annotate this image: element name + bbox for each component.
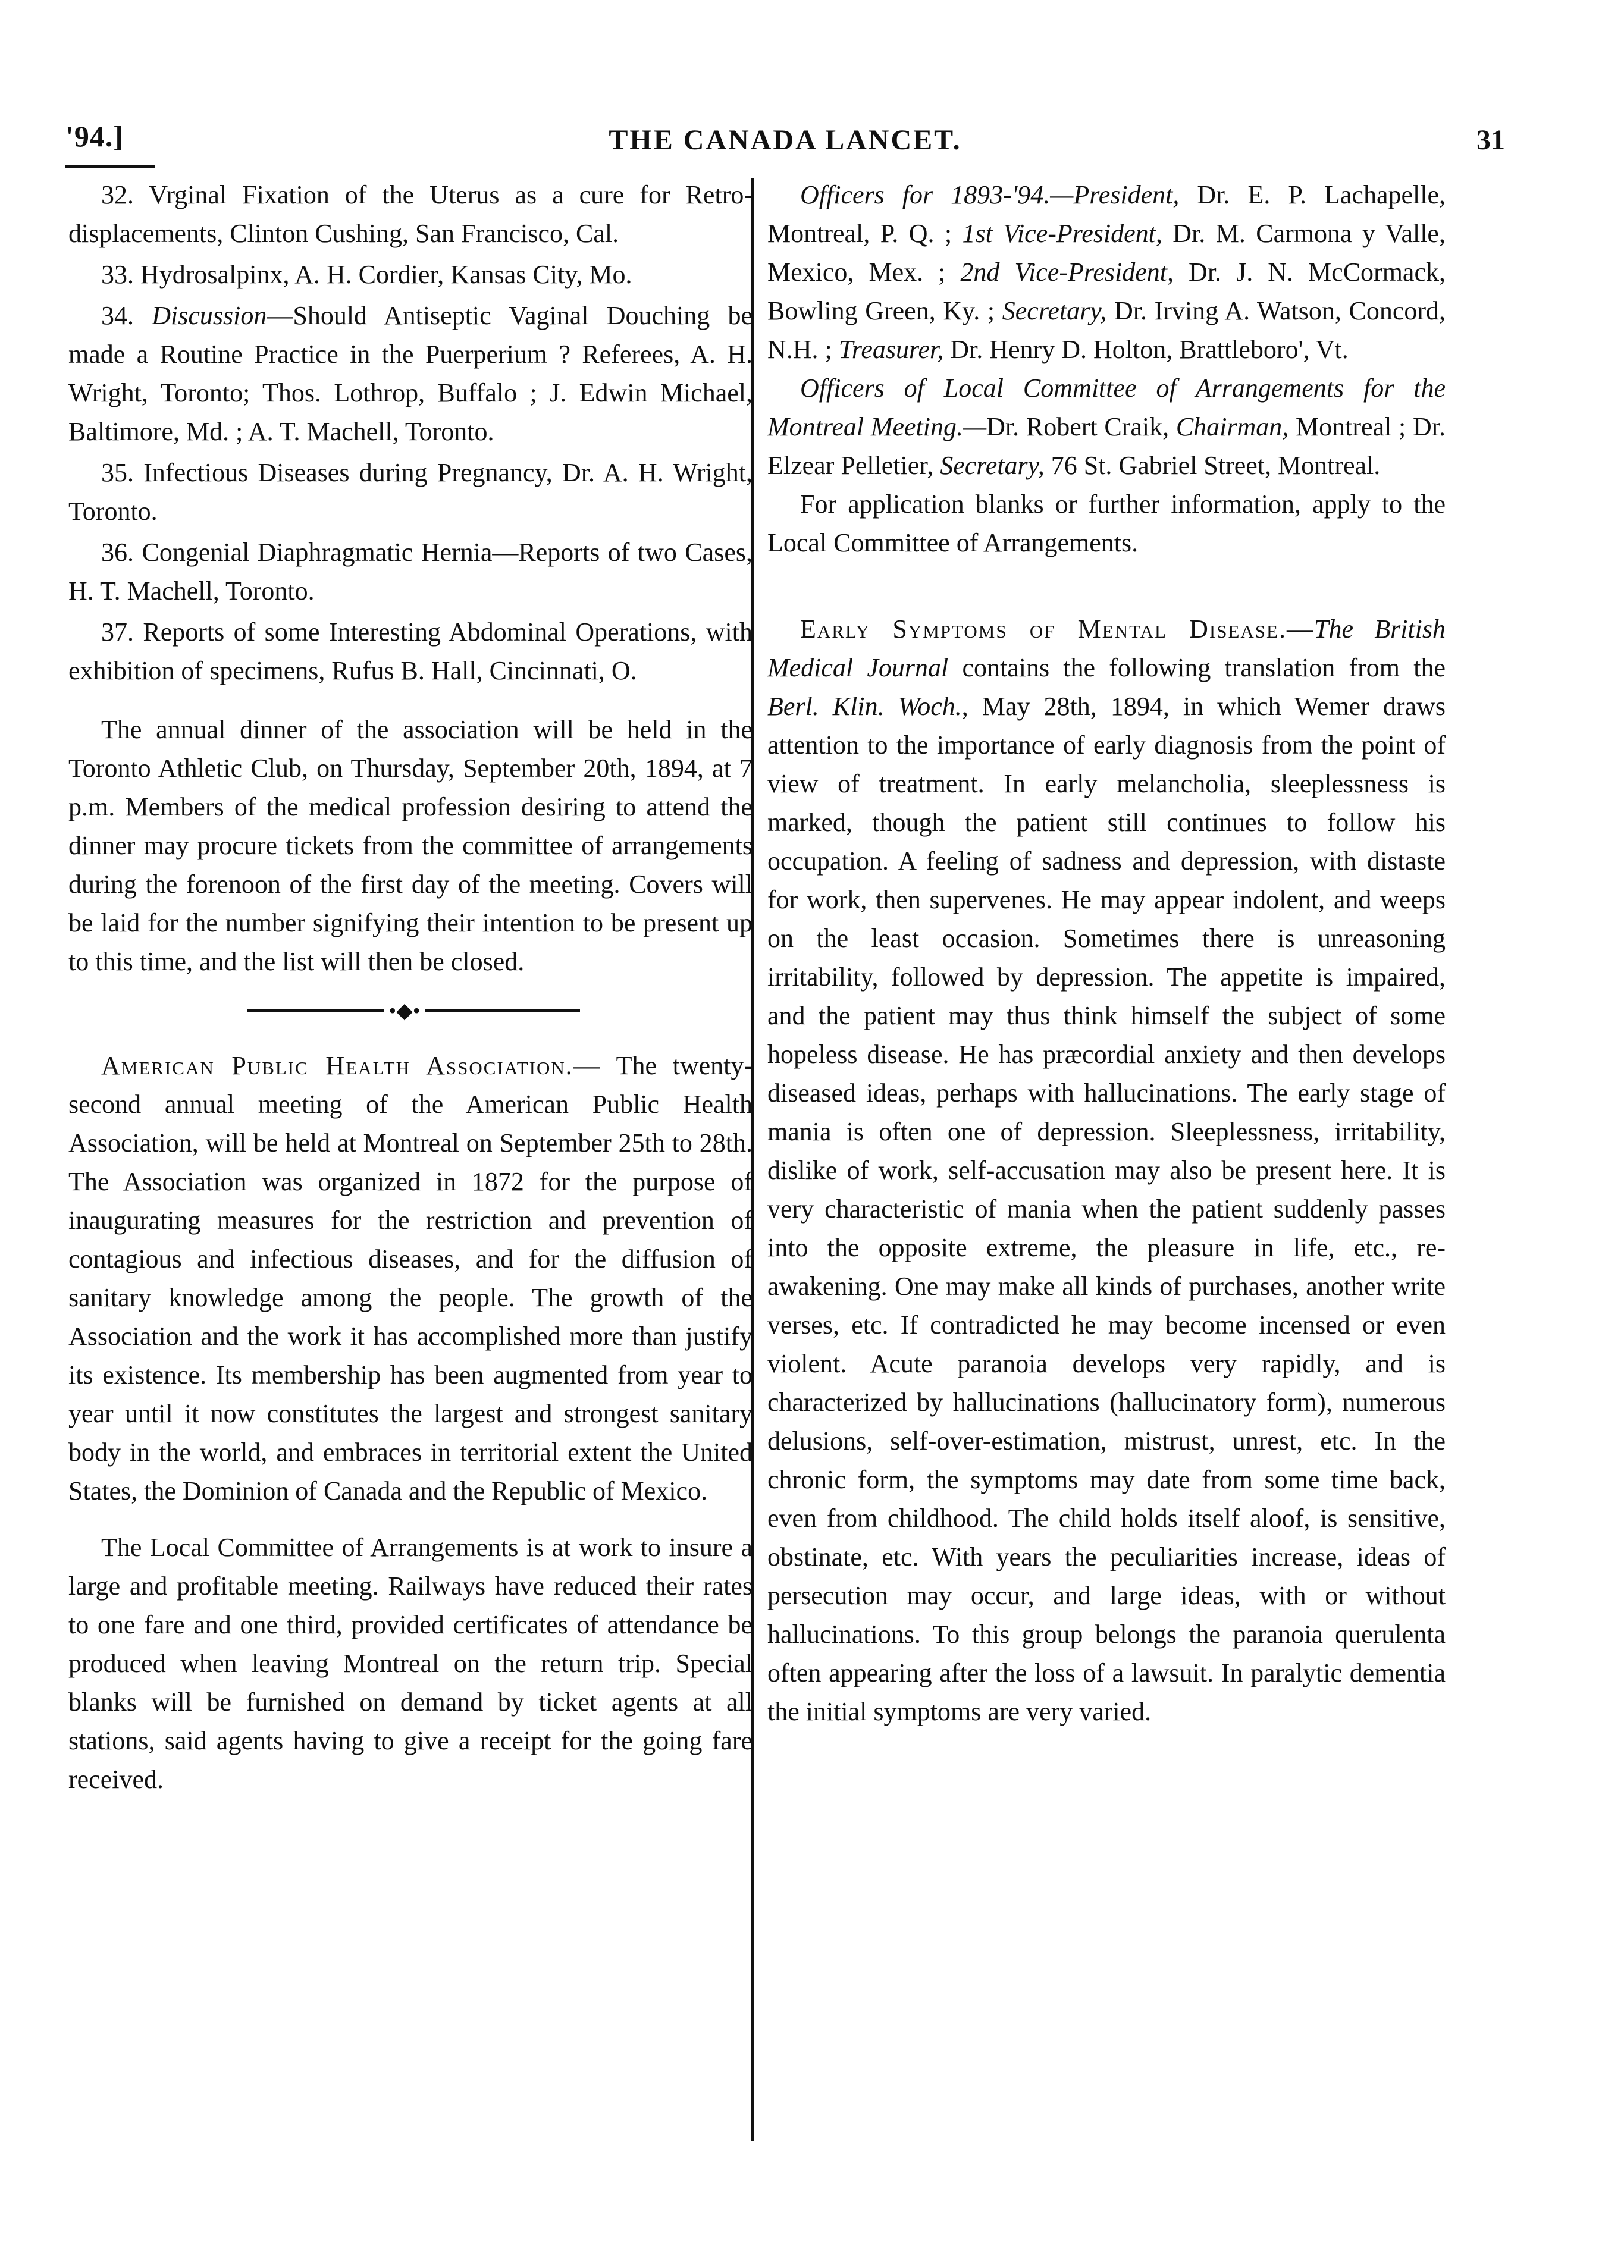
president: Dr. E. P. Lachapelle, Montreal, P. Q. ;	[767, 180, 1446, 248]
item-34-dash: —	[267, 301, 293, 330]
vp2: Dr. J. N. McCormack, Bowling Green, Ky. ;	[767, 258, 1446, 325]
item-34-number: 34.	[101, 301, 152, 330]
local-committee-label: Officers of Local Committee of Arrangements for the Montreal Meeting.—	[767, 374, 1446, 441]
officers-paragraph	[767, 175, 1446, 369]
treasurer: Dr. Henry D. Holton, Brattleboro', Vt.	[943, 335, 1349, 364]
program-item-34	[68, 296, 753, 451]
item-34-text: Should Antiseptic Vaginal Douching be made a Routine Practice in the Puerperium ? Referees, A. H. Wright, Toronto; Thos. Lothrop, Buffalo ; J. Edwin Michael, Baltimore, Md. ; A. T. Machell, Toronto.	[68, 301, 753, 446]
vp1: Dr. M. Carmona y Valle, Mexico, Mex. ;	[767, 219, 1446, 287]
program-item-36: 36. Congenial Diaphragmatic Hernia—Reports of two Cases, H. T. Machell, Toronto.	[68, 538, 753, 606]
running-header	[65, 119, 1505, 172]
mental-text-2: , May 28th, 1894, in which Wemer draws attention to the importance of early diagnosis from the point of view of treatment. In early melancholia, sleeplessness is marked, though the patient still continues to follow his occupation. A feeling of sadness and depression, with distaste for work, then supervenes. He may appear indolent, and weeps on the least occasion. Sometimes there is unreasoning irritability, followed by depression. The appetite is impaired, and the patient may thus think himself the subject of some hopeless disease. He has præcordial anxiety and then develops diseased ideas, perhaps with hallucinations. The early stage of mania is often one of depression. Sleeplessness, irritability, dislike of work, self-accusation may also be present here. It is very characteristic of mania when the patient suddenly passes into the opposite extreme, the pleasure in life, etc., re-awakening. One may make all kinds of purchases, another write verses, etc. If contradicted he may become incensed or even violent. Acute paranoia develops very rapidly, and is characterized by hallucinations (hallucinatory form), numerous delusions, self-over-estimation, mistrust, unrest, etc. In the chronic form, the symptoms may date from some time back, even from childhood. The child holds itself aloof, is sensitive, obstinate, etc. With years the peculiarities increase, ideas of persecution may occur, and large ideas, with or without hallucinations. To this group belongs the paranoia querulenta often appearing after the loss of a lawsuit. In paralytic dementia the initial symptoms are very varied.	[767, 692, 1446, 1726]
apha-heading: American Public Health Association.—	[101, 1051, 601, 1080]
annual-dinner-paragraph: The annual dinner of the association will be held in the Toronto Athletic Club, on Thursday, September 20th, 1894, at 7 p.m. Members of the medical profession desiring to attend the dinner may procure tickets from the committee of arrangements during the forenoon of the first day of the meeting. Covers will be laid for the number signifying their intention to be present up to this time, and the list will then be closed.	[68, 715, 753, 976]
local-chair: Dr. Robert Craik,	[986, 412, 1176, 441]
application-paragraph: For application blanks or further information, apply to the Local Committee of Arrangements.	[767, 490, 1446, 557]
header-year: '94.]	[65, 120, 124, 153]
chair-label: Chairman,	[1175, 412, 1289, 441]
officers-label: Officers for 1893-'94.—	[800, 180, 1074, 209]
berl-klin-citation: Berl. Klin. Woch.	[767, 692, 962, 721]
local-secretary-label: Secretary,	[940, 451, 1045, 480]
program-item-32: 32. Vrginal Fixation of the Uterus as a cure for Retro-displacements, Clinton Cushing, San Francisco, Cal.	[68, 180, 753, 248]
mental-disease-heading: Early Symptoms of Mental Disease.—	[800, 614, 1314, 644]
local-committee-paragraph: The Local Committee of Arrangements is at work to insure a large and profitable meeting. Railways have reduced their rates to one fare and one third, provided certificates of attendance be produced when leaving Montreal on the return trip. Special blanks will be furnished on demand by ticket agents at all stations, said agents having to give a receipt for the going fare received.	[68, 1533, 753, 1794]
apha-paragraph	[68, 1046, 753, 1510]
apha-text: The twenty-second annual meeting of the American Public Health Association, will be held at Montreal on September 25th to 28th. The Association was organized in 1872 for the purpose of inaugurating measures for the restriction and prevention of contagious and infectious diseases, and for the diffusion of sanitary knowledge among the people. The growth of the Association and the work it has accomplished more than justify its existence. Its membership has been augmented from year to year until it now constitutes the largest and strongest sanitary body in the world, and embraces in territorial extent the United States, the Dominion of Canada and the Republic of Mexico.	[68, 1051, 753, 1505]
bmj-citation: The British Medical Journal	[767, 614, 1446, 682]
vp2-label: 2nd Vice-President,	[960, 258, 1174, 287]
treasurer-label: Treasurer,	[838, 335, 944, 364]
local-committee-officers-paragraph	[767, 369, 1446, 485]
program-item-37: 37. Reports of some Interesting Abdominal Operations, with exhibition of specimens, Rufus B. Hall, Cincinnati, O.	[68, 617, 753, 685]
program-item-33: 33. Hydrosalpinx, A. H. Cordier, Kansas City, Mo.	[101, 260, 632, 289]
chair-city: Montreal ; Dr. Elzear Pelletier,	[767, 412, 1446, 480]
item-34-label: Discussion	[152, 301, 267, 330]
mental-disease-article	[767, 610, 1446, 1731]
mental-text-1: contains the following translation from the	[948, 653, 1446, 682]
program-item-35: 35. Infectious Diseases during Pregnancy, Dr. A. H. Wright, Toronto.	[68, 458, 753, 526]
secretary-label: Secretary,	[1002, 296, 1107, 325]
vp1-label: 1st Vice-President,	[962, 219, 1162, 248]
right-column	[767, 175, 1446, 1731]
header-year-underline	[65, 165, 155, 168]
journal-title: THE CANADA LANCET.	[609, 124, 962, 156]
secretary: Dr. Irving A. Watson, Concord, N.H. ;	[767, 296, 1446, 364]
page-number: 31	[1476, 124, 1505, 156]
president-label: President,	[1073, 180, 1180, 209]
section-ornament: •◆•	[68, 993, 753, 1028]
local-address: 76 St. Gabriel Street, Montreal.	[1044, 451, 1381, 480]
left-column	[68, 175, 753, 1799]
